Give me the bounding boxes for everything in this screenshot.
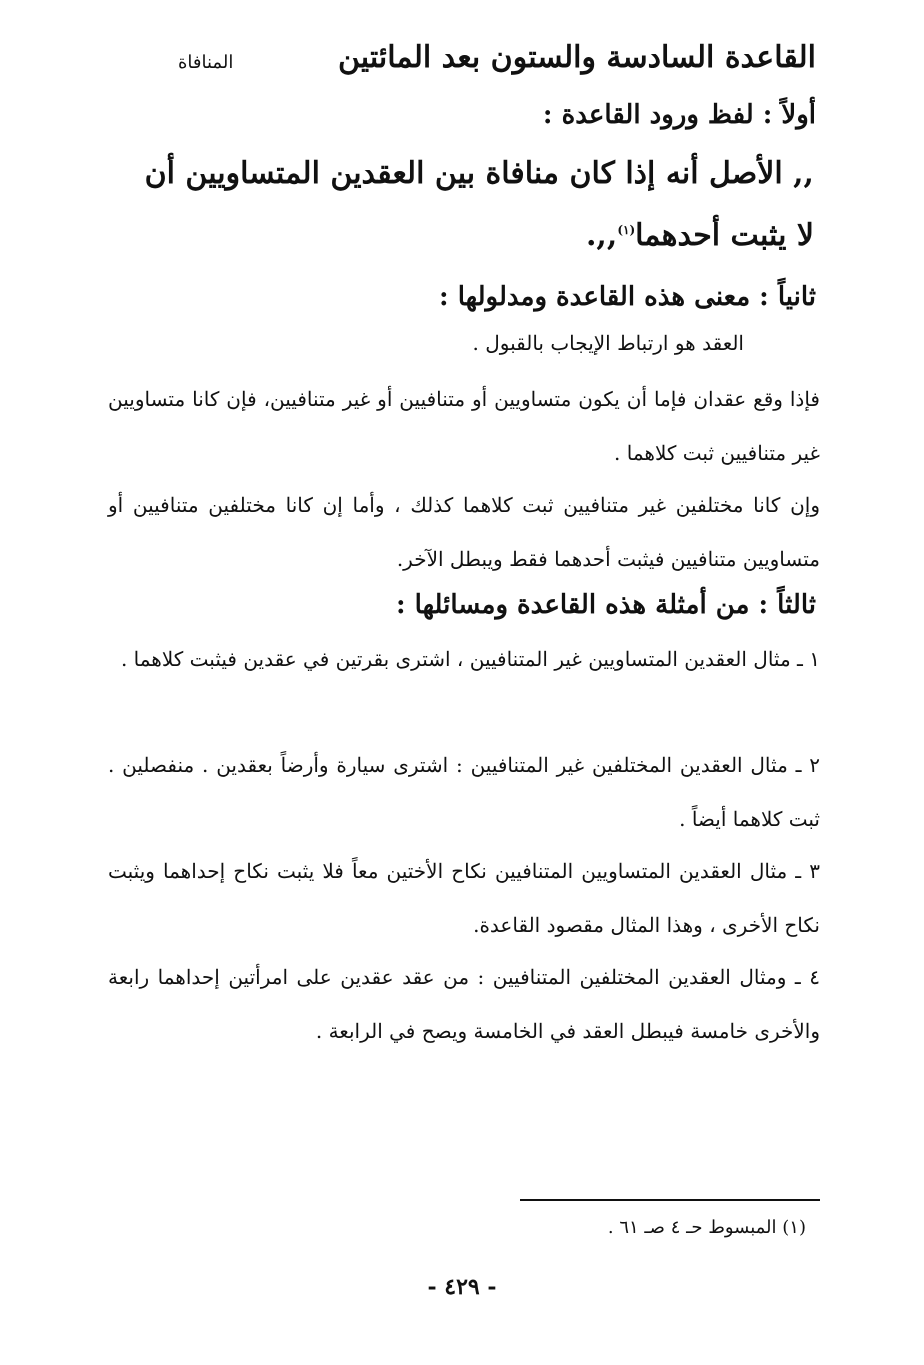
paragraph: فإذا وقع عقدان فإما أن يكون متساويين أو متنافيين أو غير متنافيين، فإن كانا متساويين غير متنافيين ثبت كلاهما .	[108, 387, 820, 465]
topic-label: المنافاة	[178, 52, 234, 73]
section3-heading: ثالثاً : من أمثلة هذه القاعدة ومسائلها :	[396, 590, 816, 620]
rule-statement-line2	[586, 218, 814, 254]
rule-statement-end: ,,.	[585, 218, 618, 253]
example-item: ٢ ـ مثال العقدين المختلفين غير المتنافيين : اشترى سيارة وأرضاً بعقدين . منفصلين . ثبت كلاهما أيضاً .	[108, 753, 820, 831]
rule-statement-text: لا يثبت أحدهما	[635, 218, 814, 253]
footnote-reference: (١)	[617, 223, 636, 237]
rule-title: القاعدة السادسة والستون بعد المائتين	[337, 40, 816, 75]
paragraph: وإن كانا مختلفين غير متنافيين ثبت كلاهما كذلك ، وأما إن كانا مختلفين متنافيين أو متساويين متنافيين فيثبت أحدهما فقط ويبطل الآخر.	[108, 493, 820, 571]
paragraph: العقد هو ارتباط الإيجاب بالقبول .	[472, 331, 744, 355]
rule-statement-line1: ,, الأصل أنه إذا كان منافاة بين العقدين المتساويين أن	[144, 156, 814, 191]
example-item: ٤ ـ ومثال العقدين المختلفين المتنافيين : من عقد عقدين على امرأتين إحداهما رابعة والأخرى خامسة فيبطل العقد في الخامسة ويصح في الرابعة .	[108, 965, 820, 1043]
example-item: ١ ـ مثال العقدين المتساويين غير المتنافيين ، اشترى بقرتين في عقدين فيثبت كلاهما .	[120, 647, 820, 671]
example-item: ٣ ـ مثال العقدين المتساويين المتنافيين نكاح الأختين معاً فلا يثبت نكاح إحداهما ويثبت نكاح الأخرى ، وهذا المثال مقصود القاعدة.	[108, 859, 820, 937]
section1-heading: أولاً : لفظ ورود القاعدة :	[542, 100, 816, 130]
section2-heading: ثانياً : معنى هذه القاعدة ومدلولها :	[439, 282, 816, 312]
page-number: - ٤٢٩ -	[427, 1274, 497, 1300]
footnote: (١) المبسوط حـ ٤ صـ ٦١ .	[607, 1217, 806, 1238]
footnote-separator	[520, 1199, 820, 1201]
